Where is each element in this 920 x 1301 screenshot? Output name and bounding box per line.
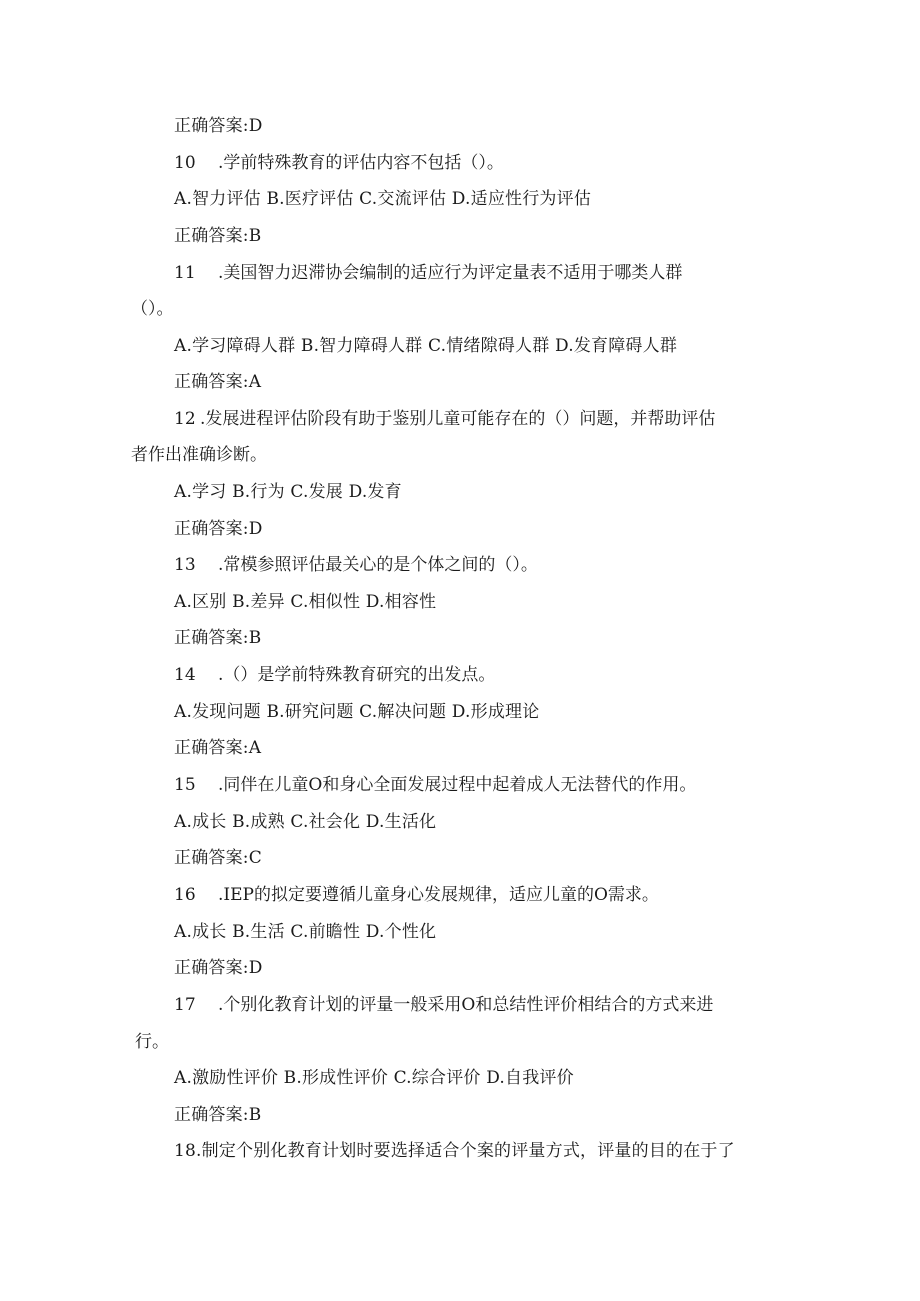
answer-17: 正确答案:B xyxy=(174,1105,262,1125)
question-text-11: .美国智力迟滞协会编制的适应行为评定量表不适用于哪类人群 xyxy=(218,263,683,283)
question-text-18: 18.制定个别化教育计划时要选择适合个案的评量方式，评量的目的在于了 xyxy=(174,1141,735,1161)
question-number-16: 16 xyxy=(174,885,196,905)
question-text-12: .发展进程评估阶段有助于鉴别儿童可能存在的（）问题，并帮助评估 xyxy=(200,409,716,429)
options-17: A.激励性评价 B.形成性评价 C.综合评价 D.自我评价 xyxy=(174,1068,574,1088)
question-text-17-cont: 行。 xyxy=(135,1032,169,1052)
question-number-10: 10 xyxy=(174,153,196,173)
answer-prev: 正确答案:D xyxy=(174,116,263,136)
question-number-13: 13 xyxy=(174,555,196,575)
question-text-17: .个别化教育计划的评量一般采用O和总结性评价相结合的方式来进 xyxy=(218,995,714,1015)
options-11: A.学习障碍人群 B.智力障碍人群 C.情绪隙碍人群 D.发育障碍人群 xyxy=(174,336,678,356)
options-12: A.学习 B.行为 C.发展 D.发育 xyxy=(174,482,402,502)
question-text-11-cont: （）。 xyxy=(131,299,174,319)
answer-15: 正确答案:C xyxy=(174,848,262,868)
answer-13: 正确答案:B xyxy=(174,628,262,648)
options-16: A.成长 B.生活 C.前瞻性 D.个性化 xyxy=(174,922,437,942)
question-text-16: .IEP的拟定要遵循儿童身心发展规律，适应儿童的O需求。 xyxy=(218,885,659,905)
answer-14: 正确答案:A xyxy=(174,738,262,758)
answer-12: 正确答案:D xyxy=(174,519,263,539)
answer-11: 正确答案:A xyxy=(174,372,262,392)
question-text-14: .（）是学前特殊教育研究的出发点。 xyxy=(218,665,496,685)
answer-10: 正确答案:B xyxy=(174,226,262,246)
question-text-12-cont: 者作出准确诊断。 xyxy=(131,445,267,465)
question-number-14: 14 xyxy=(174,665,196,685)
question-number-15: 15 xyxy=(174,775,196,795)
options-10: A.智力评估 B.医疗评估 C.交流评估 D.适应性行为评估 xyxy=(174,189,592,209)
options-15: A.成长 B.成熟 C.社会化 D.生活化 xyxy=(174,812,437,832)
options-13: A.区别 B.差异 C.相似性 D.相容性 xyxy=(174,592,437,612)
answer-16: 正确答案:D xyxy=(174,958,263,978)
question-number-11: 11 xyxy=(174,263,196,283)
options-14: A.发现问题 B.研究问题 C.解决问题 D.形成理论 xyxy=(174,702,540,722)
question-number-12: 12 xyxy=(174,409,196,429)
question-text-15: .同伴在儿童O和身心全面发展过程中起着成人无法替代的作用。 xyxy=(218,775,697,795)
question-number-17: 17 xyxy=(174,995,196,1015)
question-text-10: .学前特殊教育的评估内容不包括（）。 xyxy=(218,153,504,173)
question-text-13: .常模参照评估最关心的是个体之间的（）。 xyxy=(218,555,538,575)
